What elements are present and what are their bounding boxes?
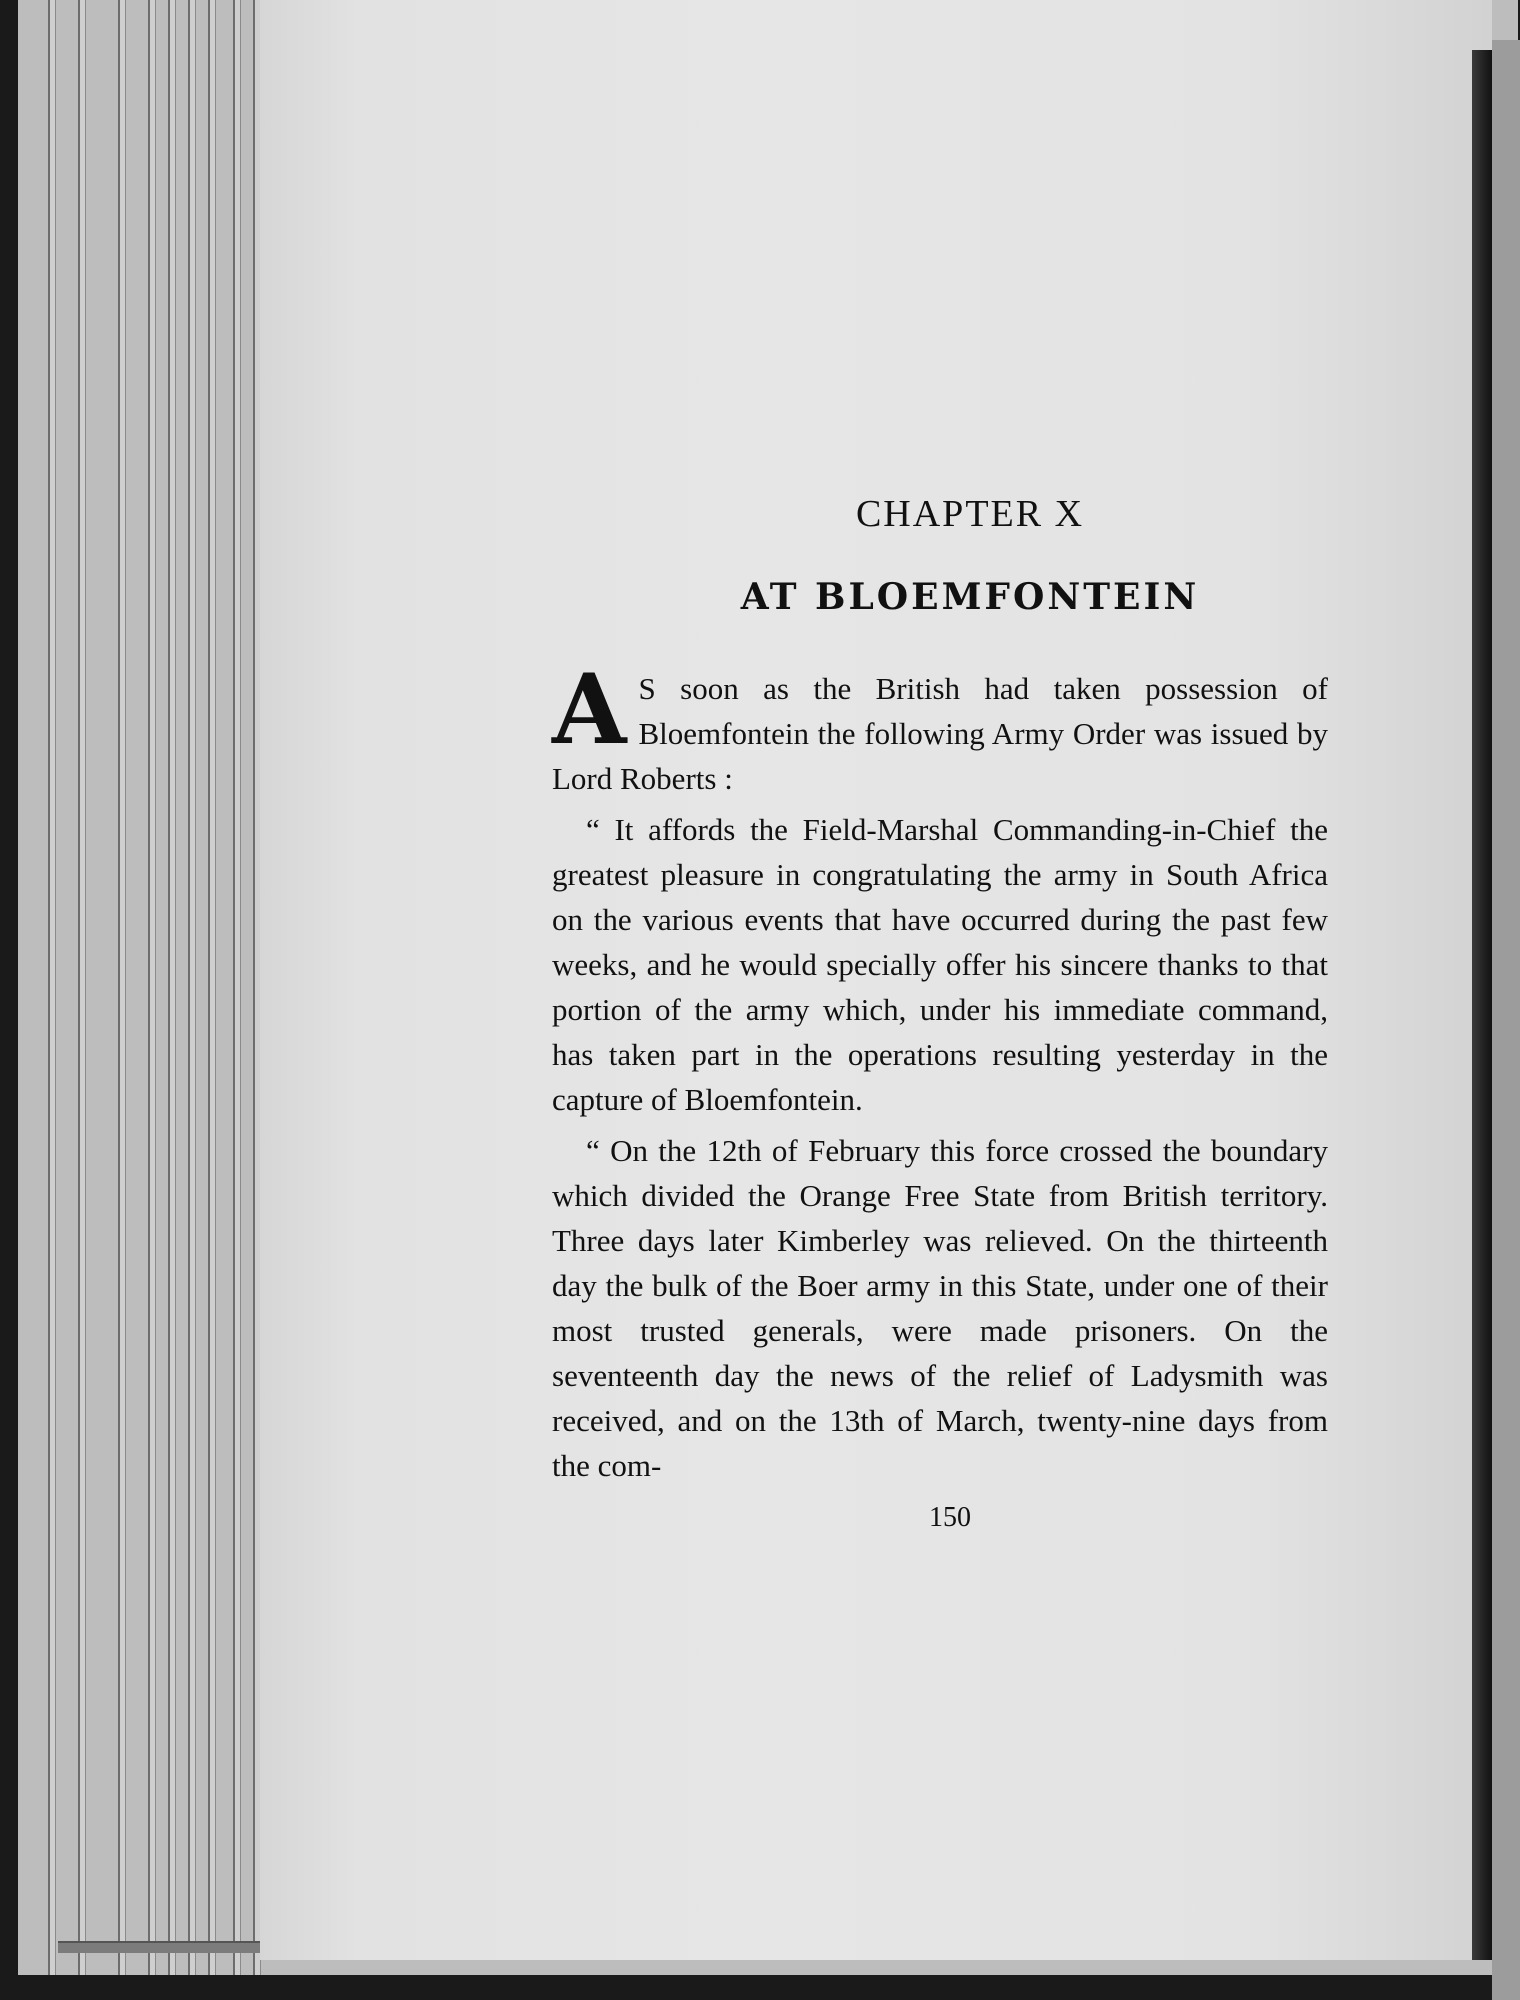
chapter-title: AT BLOEMFONTEIN xyxy=(740,576,1200,618)
page-edge xyxy=(188,0,196,1975)
page-edge xyxy=(168,0,176,1975)
paragraph-1-text: S soon as the British had taken possession of Bloemfontein the following Army Order was issued by Lord Roberts : xyxy=(552,671,1328,796)
chapter-heading: CHAPTER X xyxy=(855,493,1085,535)
page-edge xyxy=(78,0,86,1975)
page-edge xyxy=(118,0,126,1975)
paragraph-3: “ On the 12th of February this force crossed the boundary which divided the Orange Free State from British territory. Three days later Kimberley was relieved. On the thirteenth day the bulk of the Boer army in this State, under one of their most trusted generals, were made prisoners. On the seventeenth day the news of the relief of Ladysmith was received, and on the 13th of March, twenty-nine days from the com- xyxy=(552,1133,1328,1483)
drop-cap: A xyxy=(552,653,627,766)
paragraph-1 xyxy=(552,653,1328,801)
page-text xyxy=(552,480,1328,1534)
binding-shadow xyxy=(1472,50,1492,1960)
right-page-edge xyxy=(1492,40,1520,2000)
page-edge xyxy=(48,0,56,1975)
page-number: 150 xyxy=(929,1502,971,1533)
paragraph-2: “ It affords the Field-Marshal Commanding-in-Chief the greatest pleasure in congratulating the army in South Africa on the various events that have occurred during the past few weeks, and he would specially offer his sincere thanks to that portion of the army which, under his immediate command, has taken part in the operations resulting yesterday in the capture of Bloemfontein. xyxy=(552,812,1328,1117)
page-edge xyxy=(208,0,216,1975)
page-edge xyxy=(233,0,241,1975)
page-edge xyxy=(148,0,156,1975)
